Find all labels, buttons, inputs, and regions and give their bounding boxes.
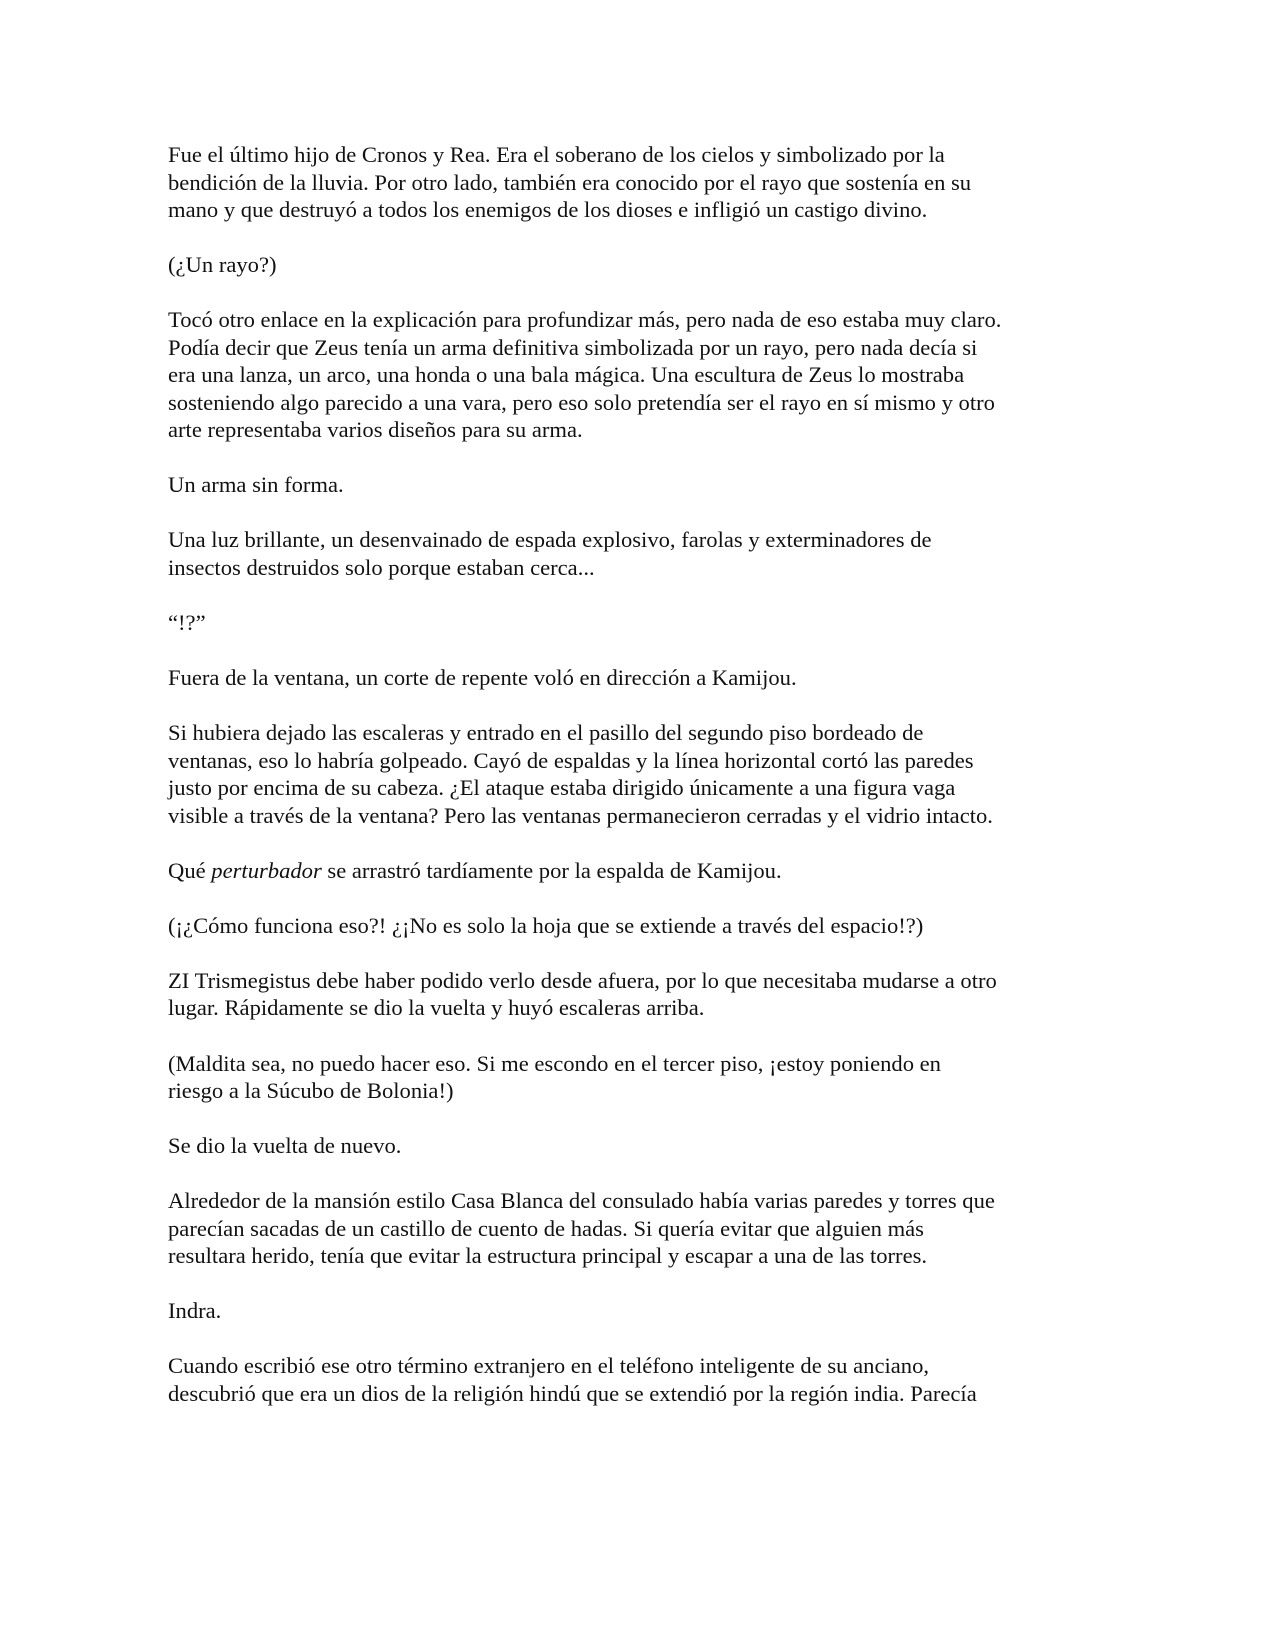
text-line: resultara herido, tenía que evitar la estructura principal y escapar a una de las torres. (168, 1243, 928, 1269)
paragraph-how-does-it-work (168, 912, 1068, 940)
paragraph-zeus-description (168, 141, 1068, 224)
text-line: ZI Trismegistus debe haber podido verlo desde afuera, por lo que necesitaba mudarse a otro (168, 967, 997, 993)
text-line: Podía decir que Zeus tenía un arma definitiva simbolizada por un rayo, pero nada decía si (168, 334, 978, 360)
text-line: Se dio la vuelta de nuevo. (168, 1133, 402, 1159)
text-line: visible a través de la ventana? Pero las ventanas permanecieron cerradas y el vidrio intacto. (168, 802, 993, 828)
text-line: (¿Un rayo?) (168, 252, 277, 278)
paragraph-stairs-hallway (168, 719, 1068, 829)
text-line: justo por encima de su cabeza. ¿El ataque estaba dirigido únicamente a una figura vaga (168, 775, 956, 801)
paragraph-turned-again (168, 1132, 1068, 1160)
paragraph-formless-weapon (168, 471, 1068, 499)
text-line: Si hubiera dejado las escaleras y entrado en el pasillo del segundo piso bordeado de (168, 720, 924, 746)
text-line: Fuera de la ventana, un corte de repente voló en dirección a Kamijou. (168, 665, 797, 691)
paragraph-indra-search (168, 1352, 1068, 1407)
text-line: riesgo a la Súcubo de Bolonia!) (168, 1078, 454, 1104)
paragraph-indra (168, 1297, 1068, 1325)
text-line: insectos destruidos solo porque estaban cerca... (168, 554, 595, 580)
text-line: Una luz brillante, un desenvainado de espada explosivo, farolas y exterminadores de (168, 527, 932, 553)
text-line: parecían sacadas de un castillo de cuento de hadas. Si quería evitar que alguien más (168, 1215, 924, 1241)
text-segment: se arrastró tardíamente por la espalda de Kamijou. (321, 857, 782, 883)
text-line: “!?” (168, 609, 206, 635)
paragraph-thought-rayo (168, 251, 1068, 279)
text-line: mano y que destruyó a todos los enemigos de los dioses e infligió un castigo divino. (168, 197, 928, 222)
text-line: ventanas, eso lo habría golpeado. Cayó de espaldas y la línea horizontal cortó las paredes (168, 747, 974, 773)
paragraph-link-explanation (168, 306, 1068, 444)
italic-emphasis: perturbador (211, 857, 322, 883)
text-line: Fue el último hijo de Cronos y Rea. Era el soberano de los cielos y simbolizado por la (168, 142, 945, 167)
text-line: sosteniendo algo parecido a una vara, pero eso solo pretendía ser el rayo en sí mismo y otro (168, 389, 995, 415)
text-line: (¡¿Cómo funciona eso?! ¿¡No es solo la hoja que se extiende a través del espacio!?) (168, 912, 924, 938)
text-line: Un arma sin forma. (168, 472, 344, 498)
paragraph-bright-light (168, 526, 1068, 581)
paragraph-third-floor-thought (168, 1050, 1068, 1105)
paragraph-trismegistus (168, 967, 1068, 1022)
text-line: Tocó otro enlace en la explicación para profundizar más, pero nada de eso estaba muy claro. (168, 307, 1002, 333)
paragraph-cut-outside-window (168, 664, 1068, 692)
text-line: lugar. Rápidamente se dio la vuelta y huyó escaleras arriba. (168, 995, 705, 1021)
text-line: (Maldita sea, no puedo hacer eso. Si me escondo en el tercer piso, ¡estoy poniendo en (168, 1050, 941, 1076)
paragraph-mansion-towers (168, 1187, 1068, 1270)
text-segment: Qué (168, 857, 212, 883)
paragraph-exclamation (168, 609, 1068, 637)
document-body (168, 141, 1068, 1435)
text-line (168, 857, 1068, 885)
text-line: Indra. (168, 1298, 222, 1324)
text-line: era una lanza, un arco, una honda o una bala mágica. Una escultura de Zeus lo mostraba (168, 362, 965, 388)
text-line: Cuando escribió ese otro término extranjero en el teléfono inteligente de su anciano, (168, 1353, 930, 1379)
text-line: Alrededor de la mansión estilo Casa Blanca del consulado había varias paredes y torres que (168, 1188, 995, 1214)
text-line: bendición de la lluvia. Por otro lado, también era conocido por el rayo que sostenía en su (168, 169, 972, 195)
text-line: arte representaba varios diseños para su arma. (168, 417, 583, 443)
paragraph-disturbing (168, 857, 1068, 885)
text-line: descubrió que era un dios de la religión hindú que se extendió por la región india. Parecía (168, 1380, 977, 1406)
